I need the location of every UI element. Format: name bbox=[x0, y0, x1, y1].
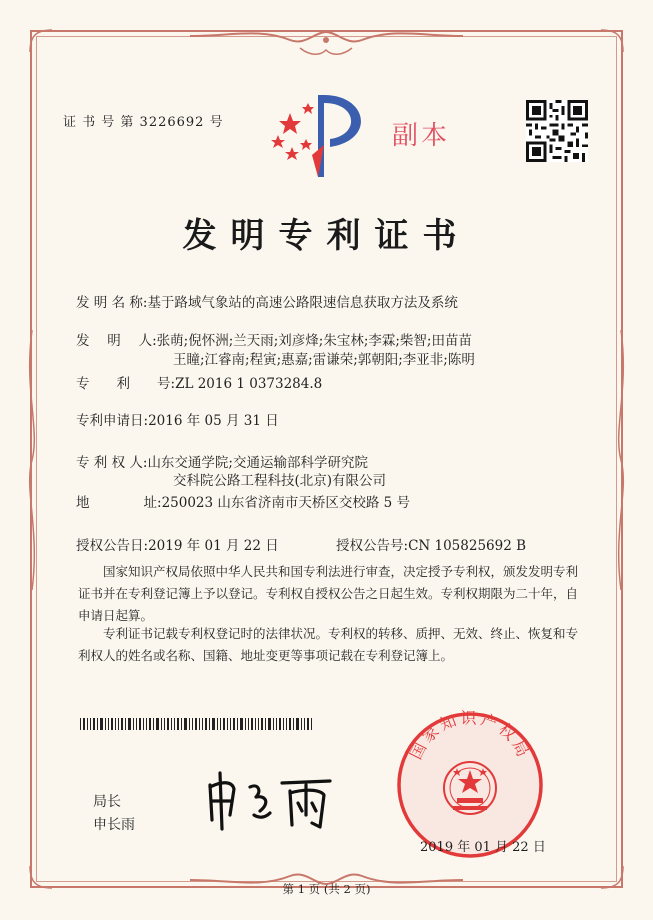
certificate-number-value: 3226692 bbox=[139, 115, 205, 130]
certificate-number bbox=[63, 111, 224, 130]
grant-number-value: CN 105825692 B bbox=[408, 538, 527, 554]
patent-number-value: ZL 2016 1 0373284.8 bbox=[175, 376, 323, 392]
right-ornament bbox=[613, 330, 629, 590]
cnipa-logo-icon bbox=[268, 85, 378, 180]
application-date-label: 专利申请日: bbox=[76, 413, 149, 429]
inventors-line-1: 张萌;倪怀洲;兰天雨;刘彦烽;朱宝林;李霖;柴智;田苗苗 bbox=[156, 333, 472, 349]
grant-date-value: 2019 年 01 月 22 日 bbox=[148, 538, 279, 554]
legal-status-paragraph: 专利证书记载专利权登记时的法律状况。专利权的转移、质押、无效、终止、恢复和专利权人的姓名或名称、国籍、地址变更等事项记载在专利登记簿上。 bbox=[78, 626, 579, 663]
grant-date-label: 授权公告日: bbox=[76, 538, 149, 554]
patentee-row-2 bbox=[173, 472, 386, 491]
patentee-line-2: 交科院公路工程科技(北京)有限公司 bbox=[173, 473, 387, 489]
patent-number-row bbox=[76, 375, 322, 394]
patentee-row bbox=[76, 454, 368, 473]
handwritten-signature bbox=[200, 765, 340, 835]
grant-number-row bbox=[336, 537, 526, 556]
copy-mark: 副本 bbox=[392, 121, 451, 151]
corner-ornament-tl bbox=[26, 26, 56, 56]
patentee-line-1: 山东交通学院;交通运输部科学研究院 bbox=[147, 455, 368, 471]
seal-text: 国家知识产权局 bbox=[405, 710, 535, 763]
application-date-value: 2016 年 05 月 31 日 bbox=[148, 413, 279, 429]
left-ornament bbox=[24, 330, 40, 590]
application-date-row bbox=[76, 412, 279, 431]
patentee-label: 专 利 权 人: bbox=[76, 455, 148, 471]
invention-name-value: 基于路域气象站的高速公路限速信息获取方法及系统 bbox=[147, 295, 458, 311]
signatory-title: 局长 bbox=[93, 794, 121, 810]
patent-number-label: 专 利 号: bbox=[76, 376, 176, 392]
barcode-icon bbox=[80, 718, 312, 730]
seal-date: 2019 年 01 月 22 日 bbox=[420, 840, 546, 855]
grant-number-label: 授权公告号: bbox=[336, 538, 409, 554]
grant-date-row bbox=[76, 537, 279, 556]
certificate-number-suffix: 号 bbox=[209, 115, 224, 130]
inventors-row bbox=[76, 332, 472, 351]
top-ornament bbox=[190, 26, 463, 60]
address-label: 地 址: bbox=[76, 495, 162, 511]
invention-name-label: 发 明 名 称: bbox=[76, 295, 148, 311]
grant-statement-paragraph: 国家知识产权局依照中华人民共和国专利法进行审查，决定授予专利权，颁发发明专利证书并在专利登记簿上予以登记。专利权自授权公告之日起生效。专利权期限为二十年，自申请日起算。 bbox=[78, 564, 579, 623]
invention-name-row bbox=[76, 294, 458, 313]
inventors-label: 发 明 人: bbox=[76, 333, 157, 349]
page-indicator: 第 1 页 (共 2 页) bbox=[282, 882, 371, 896]
inventors-line-2: 王瞳;江睿南;程寅;惠嘉;雷谦荣;郭朝阳;李亚非;陈明 bbox=[173, 352, 475, 368]
certificate-title: 发明专利证书 bbox=[182, 216, 471, 256]
address-value: 250023 山东省济南市天桥区交校路 5 号 bbox=[161, 495, 411, 511]
qr-code-icon bbox=[526, 100, 588, 162]
inventors-row-2 bbox=[173, 351, 475, 370]
corner-ornament-tr bbox=[597, 26, 627, 56]
certificate-number-label: 证 书 号 第 bbox=[63, 115, 135, 130]
address-row bbox=[76, 494, 410, 513]
signatory-name: 申长雨 bbox=[93, 817, 135, 833]
